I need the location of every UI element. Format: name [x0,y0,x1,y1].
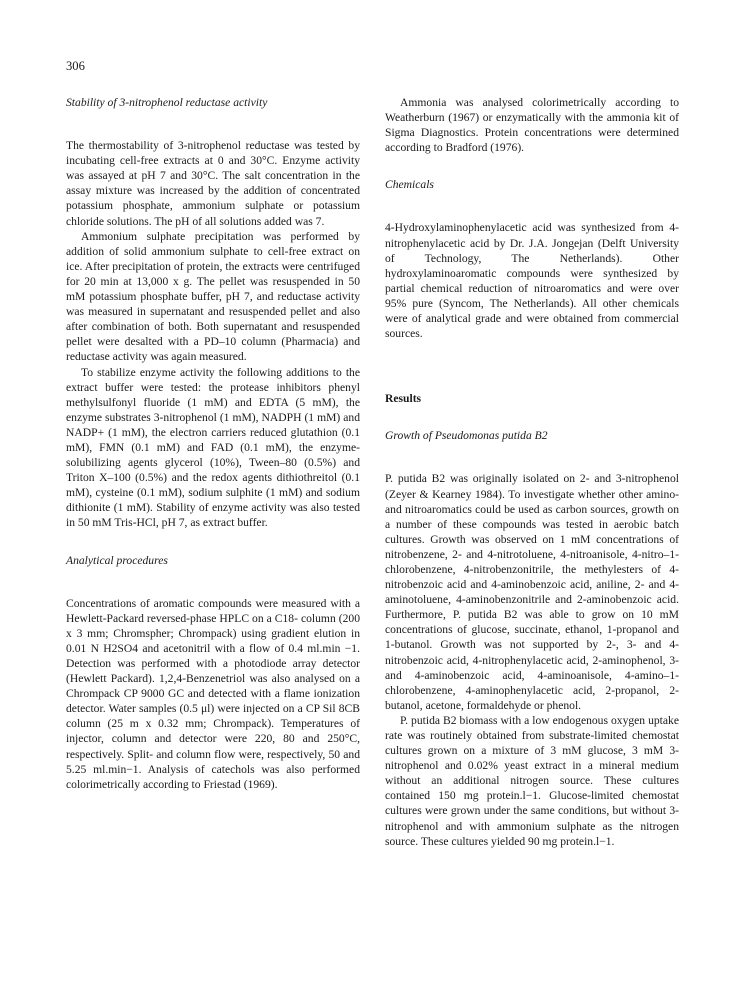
section-heading-chemicals: Chemicals [385,178,434,192]
section-heading-growth: Growth of Pseudomonas putida B2 [385,429,548,443]
right-column [385,95,679,849]
paragraph-stability-2: Ammonium sulphate precipitation was performed by addition of solid ammonium sulphate to cell-free extract on ice. After precipitation of protein, the extracts were centrifuged for 20 min at 13,000 x g. The pellet was resuspended in 50 mM potassium phosphate buffer, pH 7, and reductase activity was measured in supernatant and resuspended pellet and also after combination of both. Both supernatant and resuspended pellet were desalted with a PD–10 column (Pharmacia) and reductase activity was again measured. [66,229,360,364]
paragraph-growth-2: P. putida B2 biomass with a low endogenous oxygen uptake rate was routinely obtained from substrate-limited chemostat cultures grown on a mixture of 3 mM glucose, 3 mM 3-nitrophenol and 0.02% yeast extract in a mineral medium without an additional nitrogen source. These cultures contained 150 mg protein.l−1. Glucose-limited chemostat cultures were grown under the same conditions, but without 3-nitrophenol and with ammonium sulphate as the nitrogen source. These cultures yielded 90 mg protein.l−1. [385,713,679,848]
paragraph-stability-1: The thermostability of 3-nitrophenol reductase was tested by incubating cell-free extracts at 0 and 30°C. Enzyme activity was assayed at pH 7 and 30°C. The salt concentration in the assay mixture was increased by the addition of concentrated potassium phosphate, ammonium sulphate or potassium chloride solutions. The pH of all solutions added was 7. [66,139,360,228]
page-number: 306 [66,59,85,73]
left-column [66,95,360,792]
paragraph-growth-1: P. putida B2 was originally isolated on 2- and 3-nitrophenol (Zeyer & Kearney 1984). To investigate whether other amino- and nitroaromatics could be used as carbon sources, growth on a number of these compounds was tested in aerobic batch cultures. Growth was observed on 1 mM concentrations of nitrobenzene, 2- and 4-nitrotoluene, 4-nitroanisole, 4-nitro–1-chlorobenzene, 4-nitrobenzonitrile, the methylesters of 4-nitrobenzoic acid and 4-aminobenzoic acid, aniline, 2- and 4-aminotoluene, 4-aminobenzonitrile and 2-aminobenzoic acid. Furthermore, P. putida B2 was able to grow on 10 mM concentrations of glucose, succinate, ethanol, 1-propanol and 1-butanol. Growth was not supported by 2-, 3- and 4-nitrobenzoic acid, 4-nitrophenylacetic acid, 2-aminophenol, 3- and 4-aminobenzoic acid, 4-aminoanisole, 4-amino–1-chlorobenzene, 4-aminophenylacetic acid, 2-propanol, 2-butanol, acetone, formaldehyde or phenol. [385,472,679,712]
section-heading-analytical: Analytical procedures [66,553,168,567]
paragraph-chemicals: 4-Hydroxylaminophenylacetic acid was synthesized from 4-nitrophenylacetic acid by Dr. J.A. Jongejan (Delft University of Technology, The Netherlands). Other hydroxylaminoaromatic compounds were synthesized by partial chemical reduction of nitroaromatics and were over 95% pure (Syncom, The Netherlands). All other chemicals were of analytical grade and were obtained from commercial sources. [385,221,679,341]
section-heading-results: Results [385,392,422,406]
section-heading-stability: Stability of 3-nitrophenol reductase activity [66,96,268,109]
paragraph-analytical: Concentrations of aromatic compounds were measured with a Hewlett-Packard reversed-phase HPLC on a C18- column (200 x 3 mm; Chromspher; Chrompack) using gradient elution in 0.01 N H2SO4 and acetonitril with a flow of 0.4 ml.min −1. Detection was performed with a photodiode array detector (Hewlett Packard). 1,2,4-Benzenetriol was also analysed on a Chrompack CP 9000 GC and detected with a flame ionization detector. Water samples (0.5 μl) were injected on a CP Sil 8CB column (25 m x 0.32 mm; Chrompack). Temperatures of injector, column and detector were 220, 80 and 250°C, respectively. Split- and column flow were, respectively, 50 and 5.25 ml.min−1. Analysis of catechols was also performed colorimetrically according to Friestad (1969). [66,596,360,791]
paragraph-ammonia: Ammonia was analysed colorimetrically according to Weatherburn (1967) or enzymatically with the ammonia kit of Sigma Diagnostics. Protein concentrations were determined according to Bradford (1976). [385,96,679,155]
paragraph-stability-3: To stabilize enzyme activity the following additions to the extract buffer were tested: the protease inhibitors phenyl methylsulfonyl fluoride (1 mM) and EDTA (5 mM), the enzyme substrates 3-nitrophenol (1 mM), NADPH (1 mM) and NADP+ (1 mM), the electron carriers reduced glutathion (0.1 mM), FMN (0.1 mM) and FAD (0.1 mM), the enzyme-solubilizing agents glycerol (10%), Tween–80 (0.5%) and Triton X–100 (0.5%) and the redox agents dithiothreitol (0.1 mM), cysteine (0.1 mM), sodium sulphite (1 mM) and sodium dithionite (1 mM). Stability of enzyme activity was also tested in 50 mM Tris-HCl, pH 7, as extract buffer. [66,365,360,530]
